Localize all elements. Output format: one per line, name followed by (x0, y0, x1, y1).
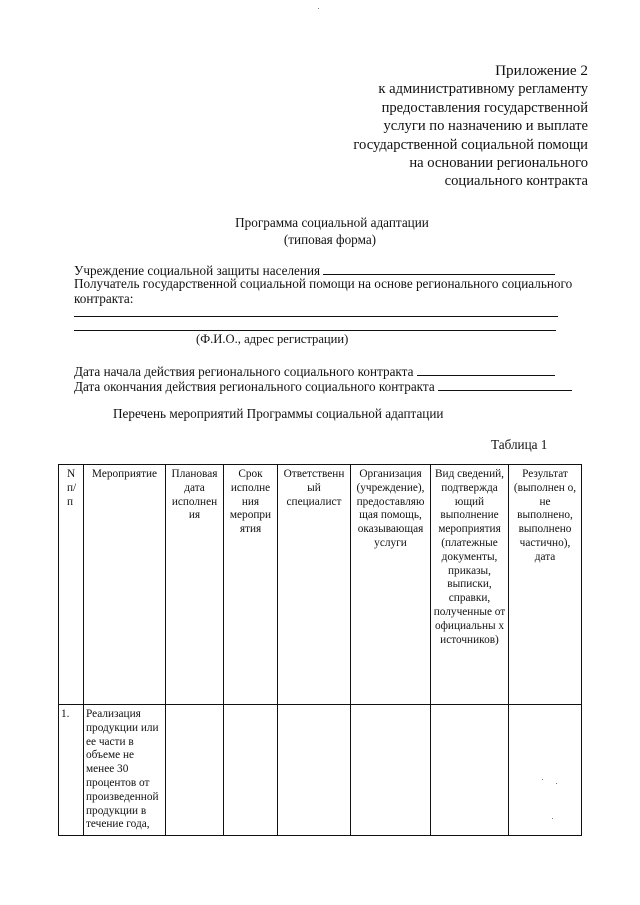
recipient-caption: (Ф.И.О., адрес регистрации) (196, 332, 349, 346)
appendix-line: государственной социальной помощи (353, 136, 588, 153)
scan-speck (542, 779, 543, 780)
appendix-header (353, 62, 588, 191)
appendix-title: Приложение 2 (495, 62, 588, 79)
scan-speck (318, 8, 319, 9)
col-header-planned-date: Плановая дата исполнен ия (166, 465, 224, 705)
end-date-label: Дата окончания действия регионального социального контракта (74, 379, 435, 394)
cell-organization[interactable] (351, 705, 431, 836)
end-date-blank[interactable] (438, 377, 572, 391)
col-header-responsible: Ответственн ый специалист (278, 465, 351, 705)
scan-speck (556, 783, 557, 784)
recipient-line-1: Получатель государственной социальной помощи на основе регионального социального (74, 276, 573, 291)
program-subtitle: (типовая форма) (283, 232, 377, 247)
scan-speck (552, 818, 553, 819)
appendix-line: на основании регионального (409, 155, 588, 172)
cell-evidence[interactable] (431, 705, 509, 836)
col-header-event: Мероприятие (84, 465, 166, 705)
table-label: Таблица 1 (491, 437, 548, 452)
program-title: Программа социальной адаптации (235, 215, 429, 230)
col-header-organization: Организация (учреждение), предоставляю щая помощь, оказывающая услуги (351, 465, 431, 705)
cell-result[interactable] (509, 705, 582, 836)
start-date-blank[interactable] (417, 362, 555, 376)
start-date-label: Дата начала действия регионального социального контракта (74, 364, 414, 379)
col-header-result: Результат (выполнен о, не выполнено, выполнено частично), дата (509, 465, 582, 705)
institution-blank[interactable] (323, 261, 555, 275)
cell-number: 1. (59, 705, 84, 836)
recipient-blank-1[interactable] (74, 316, 558, 317)
list-title: Перечень мероприятий Программы социальной адаптации (113, 406, 444, 421)
appendix-line: предоставления государственной (381, 99, 588, 116)
cell-term[interactable] (224, 705, 278, 836)
institution-label: Учреждение социальной защиты населения (74, 263, 321, 278)
table-row (59, 705, 582, 836)
cell-planned-date[interactable] (166, 705, 224, 836)
appendix-line: к административному регламенту (378, 81, 588, 98)
cell-responsible[interactable] (278, 705, 351, 836)
cell-event: Реализация продукции или ее части в объеме не менее 30 процентов от произведенной продукции в течение года, (84, 705, 166, 836)
col-header-term: Срок исполне ния меропри ятия (224, 465, 278, 705)
program-table (58, 464, 582, 836)
recipient-blank-2[interactable] (74, 330, 556, 331)
end-date-field (74, 377, 572, 395)
col-header-evidence: Вид сведений, подтвержда ющий выполнение мероприятия (платежные документы, приказы, выписки, справки, полученные от официальны х источников) (431, 465, 509, 705)
col-header-number: N п/ п (59, 465, 84, 705)
table-header-row (59, 465, 582, 705)
appendix-line: услуги по назначению и выплате (383, 118, 588, 135)
recipient-line-2: контракта: (74, 291, 134, 306)
appendix-line: социального контракта (444, 173, 588, 190)
